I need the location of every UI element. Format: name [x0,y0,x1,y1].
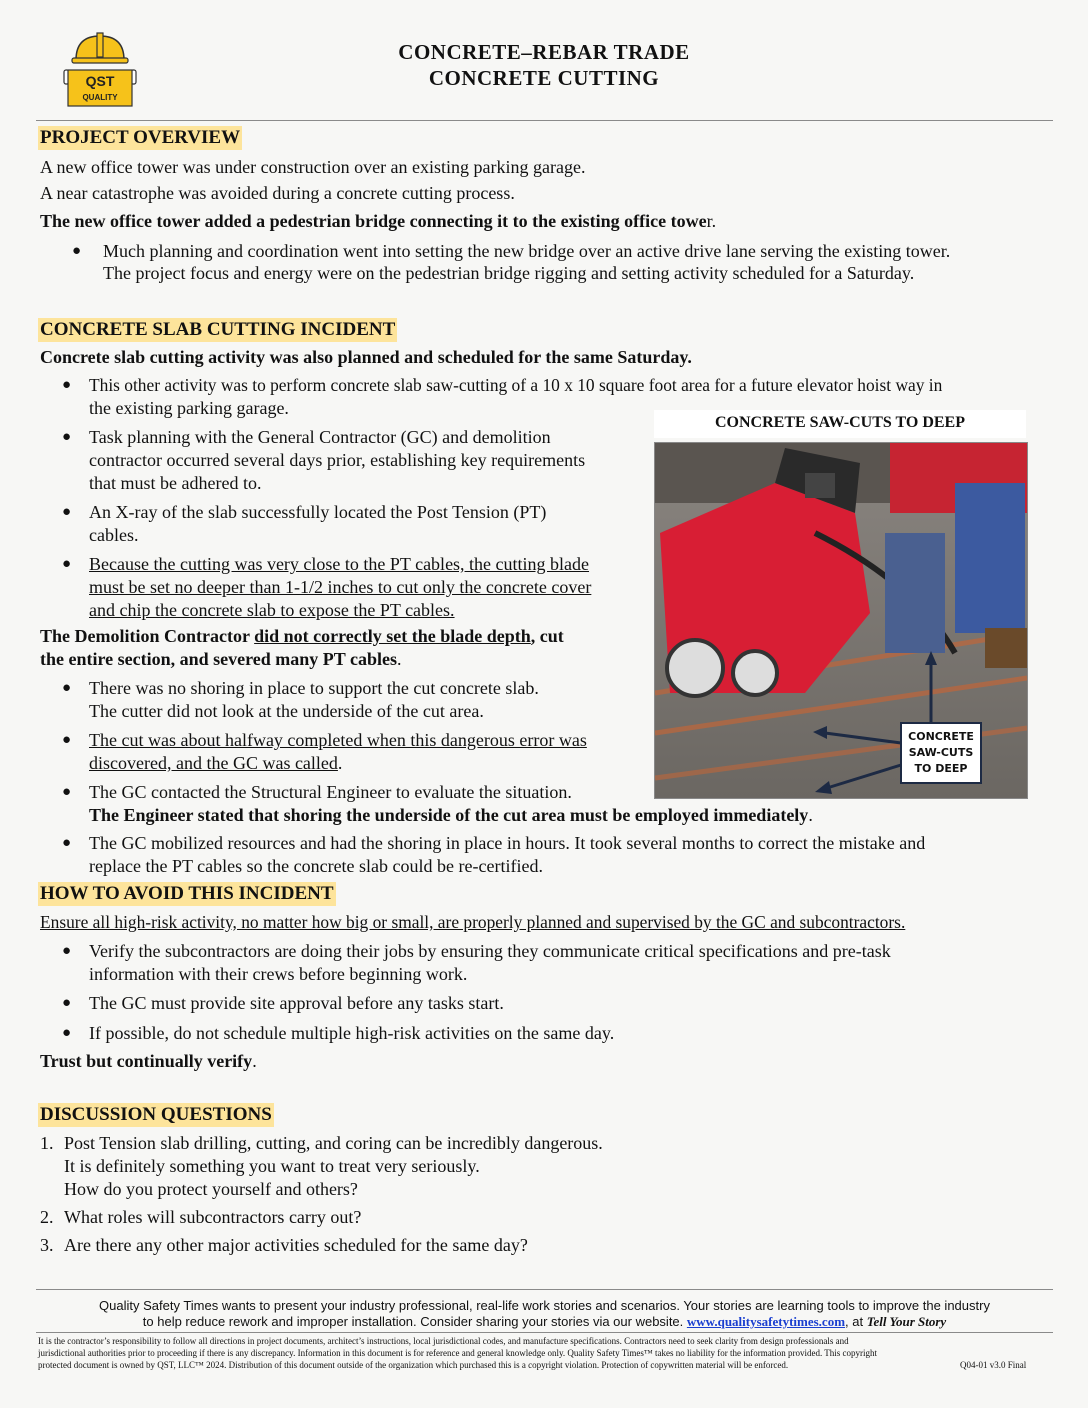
question-2-number: 2. [40,1207,54,1227]
bullet-icon: ● [62,784,72,800]
legal-line-1: It is the contractor’s responsibility to follow all directions in project documents, architect’s instructions, local jurisdictional codes, and manufacture specifications. Contractors need to seek clarity from design professionals and [38,1336,849,1346]
website-link[interactable]: www.qualitysafetytimes.com [686,1314,846,1329]
bullet-icon: ● [62,680,72,696]
overview-p3-bold: The new office tower added a pedestrian bridge connecting it to the existing office towe [40,211,707,231]
incident-bullet-6-end: . [337,753,343,773]
demolition-text-b: did not correctly set the blade depth [254,626,531,646]
bullet-icon: ● [62,943,72,959]
avoid-lead: Ensure all high-risk activity, no matter how big or small, are properly planned and supervised by the GC and subcontractors. [40,912,906,932]
bullet-icon: ● [62,835,72,851]
document-title-topic: CONCRETE CUTTING [428,66,660,90]
bullet-icon: ● [62,504,72,520]
incident-bullet-7-line-2 [89,804,813,827]
photo-label-line-3: TO DEEP [914,762,968,775]
question-1-number: 1. [40,1133,54,1153]
incident-bullet-1-line-2: the existing parking garage. [89,398,289,418]
saw-cut-photo [654,442,1028,799]
incident-lead: Concrete slab cutting activity was also planned and scheduled for the same Saturday. [40,347,692,367]
question-1-line-3: How do you protect yourself and others? [64,1179,358,1199]
overview-bullet-1-line-1: Much planning and coordination went into setting the new bridge over an active drive lane serving the existing tower. [103,241,951,261]
overview-paragraph-3 [40,210,716,233]
photo-caption: CONCRETE SAW-CUTS TO DEEP [654,410,1026,438]
incident-bullet-8-line-2: replace the PT cables so the concrete slab could be re-certified. [89,856,543,876]
question-1-line-2: It is definitely something you want to treat very seriously. [64,1156,480,1176]
footer-invite-comma: , at [845,1314,867,1329]
demolition-line-2-end: . [396,649,402,669]
incident-bullet-5-line-1: There was no shoring in place to support the cut concrete slab. [89,678,539,698]
legal-line-3: protected document is owned by QST, LLC™ 2024. Distribution of this document outside of the organization which purchased this is a copyright violation. Protection of copywritten material will be enforced. [38,1360,789,1370]
demolition-statement-line-1 [40,625,564,648]
footer-invite-line-1: Quality Safety Times wants to present your industry professional, real-life work stories and scenarios. Your stories are learning tools to improve the industry [99,1298,990,1313]
demolition-statement-line-2 [40,648,401,671]
section-heading-incident: CONCRETE SLAB CUTTING INCIDENT [40,319,396,340]
logo-text-qst: QST [85,73,115,89]
avoid-closing-bold: Trust but continually verify [40,1051,253,1071]
incident-bullet-8-line-1: The GC mobilized resources and had the shoring in place in hours. It took several months to correct the mistake and [89,833,926,853]
avoid-bullet-2: The GC must provide site approval before any tasks start. [89,993,504,1013]
demolition-text-a: The Demolition Contractor [40,626,255,646]
incident-bullet-6-underlined: discovered, and the GC was called [89,753,338,773]
engineer-statement-end: . [808,805,813,825]
demolition-line-2-bold: the entire section, and severed many PT cables [40,649,397,669]
bullet-icon: ● [62,732,72,748]
incident-bullet-5-line-2: The cutter did not look at the underside of the cut area. [89,701,484,721]
incident-bullet-2-line-3: that must be adhered to. [89,473,262,493]
question-2: What roles will subcontractors carry out? [64,1207,362,1227]
footer-invite-line-2 [36,1314,1053,1330]
document-title-trade: CONCRETE–REBAR TRADE [398,40,690,64]
tell-your-story-link[interactable]: Tell Your Story [866,1314,947,1329]
avoid-closing [40,1050,257,1073]
section-heading-avoid: HOW TO AVOID THIS INCIDENT [40,883,334,904]
avoid-bullet-1-line-2: information with their crews before beginning work. [89,964,468,984]
question-3: Are there any other major activities scheduled for the same day? [64,1235,528,1255]
incident-bullet-6-line-2 [89,752,342,775]
engineer-statement: The Engineer stated that shoring the underside of the cut area must be employed immediately [89,805,809,825]
incident-bullet-2-line-2: contractor occurred several days prior, establishing key requirements [89,450,586,470]
incident-bullet-2-line-1: Task planning with the General Contractor (GC) and demolition [89,427,551,447]
incident-bullet-3-line-2: cables. [89,525,139,545]
demolition-text-c: , cut [530,626,564,646]
incident-bullet-4-line-3: and chip the concrete slab to expose the PT cables. [89,600,455,620]
avoid-closing-end: . [252,1051,257,1071]
section-heading-overview: PROJECT OVERVIEW [40,127,241,148]
bullet-icon: ● [62,377,72,393]
bullet-icon: ● [62,995,72,1011]
avoid-bullet-1-line-1: Verify the subcontractors are doing their jobs by ensuring they communicate critical specifications and pre-task [89,941,891,961]
bullet-icon: ● [62,429,72,445]
question-1-line-1: Post Tension slab drilling, cutting, and coring can be incredibly dangerous. [64,1133,603,1153]
bullet-icon: ● [62,1025,72,1041]
section-heading-discussion: DISCUSSION QUESTIONS [40,1104,272,1125]
incident-bullet-4-line-2: must be set no deeper than 1-1/2 inches to cut only the concrete cover [89,577,592,597]
incident-bullet-1-line-1: This other activity was to perform concrete slab saw-cutting of a 10 x 10 square foot area for a future elevator hoist way in [89,375,943,395]
document-id: Q04-01 v3.0 Final [960,1360,1027,1370]
question-3-number: 3. [40,1235,54,1255]
header-divider [36,120,1053,121]
bullet-icon: ● [72,243,82,259]
legal-line-2: jurisdictional authorities prior to proceeding if there is any discrepancy. Information in this document is for reference and general knowledge only. Quality Safety Times™ takes no liability for the information provided. This copyright [38,1348,878,1358]
overview-p3-end: r. [706,211,717,231]
photo-label-line-2: SAW-CUTS [908,746,974,759]
incident-bullet-6-line-1: The cut was about halfway completed when this dangerous error was [89,730,587,750]
footer-divider [36,1289,1053,1290]
incident-bullet-7-line-1: The GC contacted the Structural Engineer to evaluate the situation. [89,782,572,802]
incident-bullet-4-line-1: Because the cutting was very close to the PT cables, the cutting blade [89,554,590,574]
overview-bullet-1-line-2: The project focus and energy were on the pedestrian bridge rigging and setting activity scheduled for a Saturday. [103,263,915,283]
footer-divider-2 [36,1332,1053,1333]
photo-label-line-1: CONCRETE [908,730,974,743]
footer-invite-text: to help reduce rework and improper installation. Consider sharing your stories via our website. [142,1314,687,1329]
logo-text-quality: QUALITY [82,93,118,102]
overview-paragraph-2: A near catastrophe was avoided during a concrete cutting process. [40,183,515,203]
overview-paragraph-1: A new office tower was under construction over an existing parking garage. [40,157,586,177]
bullet-icon: ● [62,556,72,572]
incident-bullet-3-line-1: An X-ray of the slab successfully located the Post Tension (PT) [89,502,547,522]
avoid-bullet-3: If possible, do not schedule multiple high-risk activities on the same day. [89,1023,615,1043]
